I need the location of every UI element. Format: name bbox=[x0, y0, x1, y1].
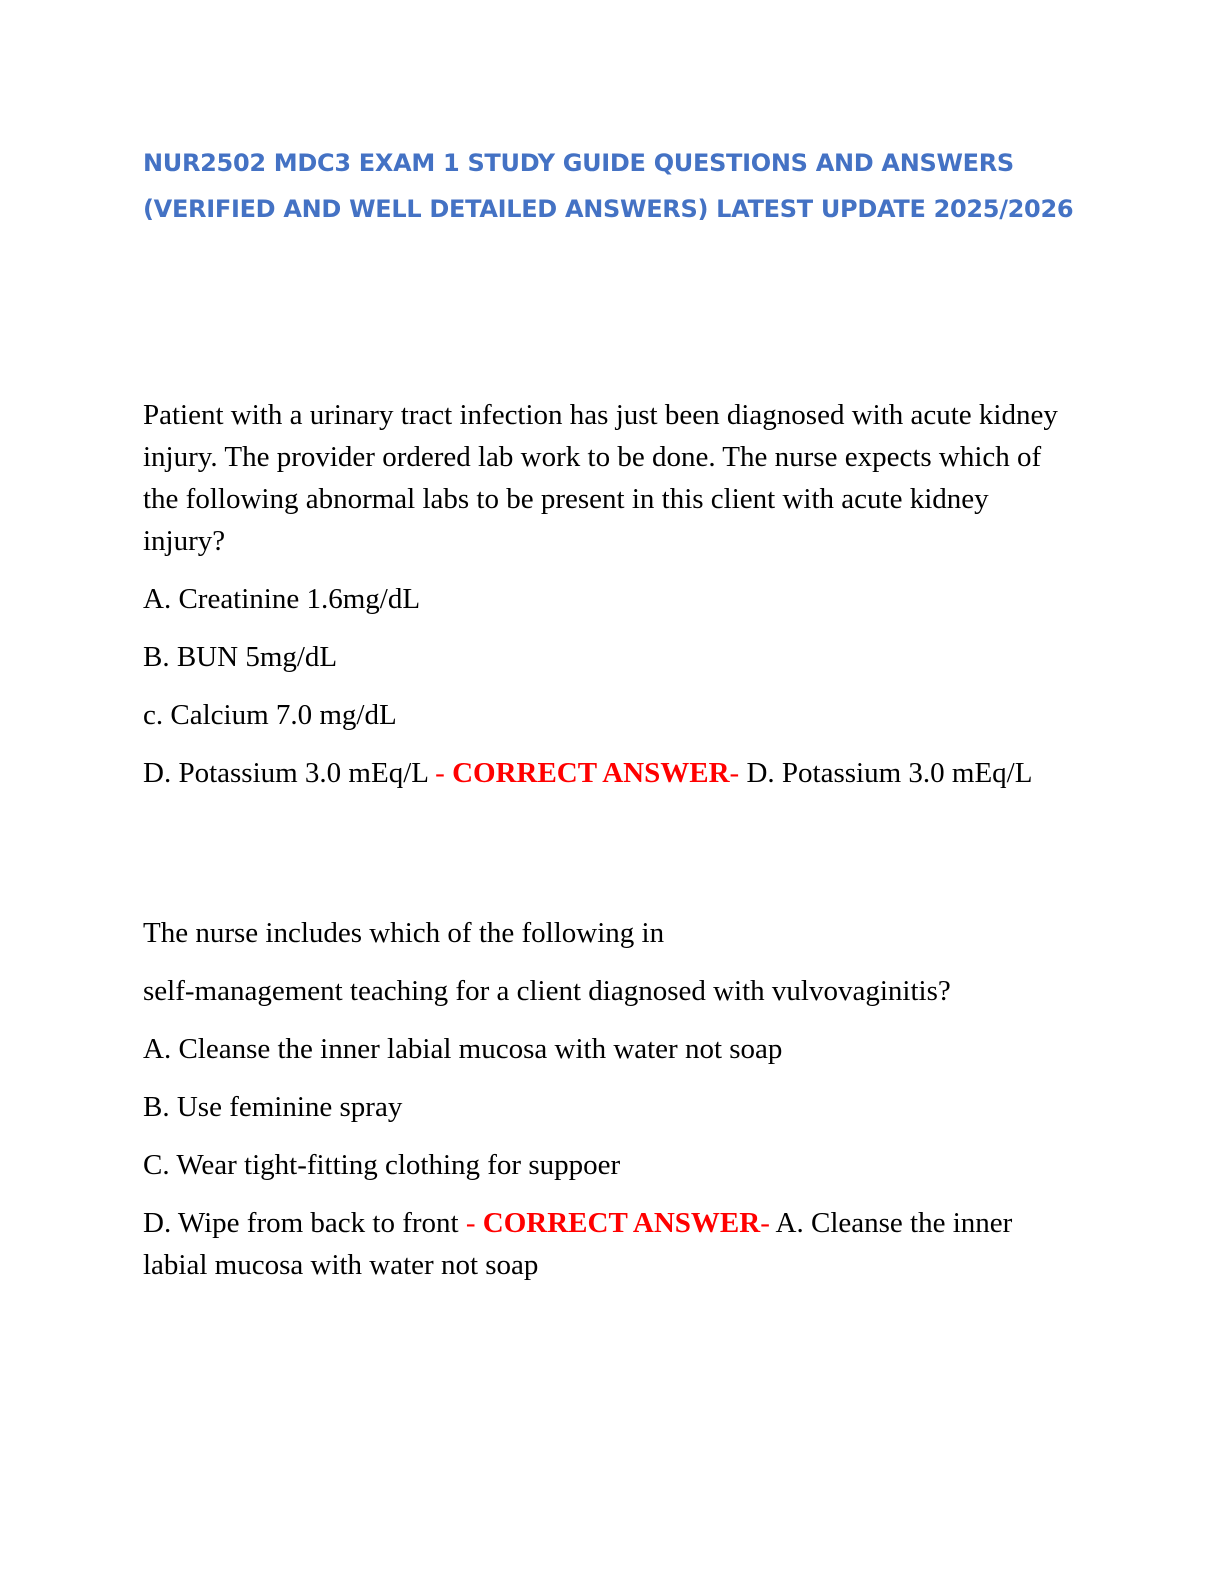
question-2-stem-line-1: The nurse includes which of the following in bbox=[143, 917, 665, 949]
question-2-option-d: D. Wipe from back to front bbox=[143, 1207, 459, 1239]
question-1-answer-suffix: - bbox=[729, 757, 747, 789]
question-2-answer-prefix: - bbox=[458, 1207, 483, 1239]
question-1-correct-answer-label: CORRECT ANSWER bbox=[452, 757, 730, 789]
question-2-option-a: A. Cleanse the inner labial mucosa with water not soap bbox=[143, 1033, 783, 1065]
document-title bbox=[143, 140, 1103, 232]
question-1-option-b: B. BUN 5mg/dL bbox=[143, 641, 338, 673]
question-2-option-b: B. Use feminine spray bbox=[143, 1091, 403, 1123]
question-1 bbox=[143, 394, 1073, 794]
title-line-1: NUR2502 MDC3 EXAM 1 STUDY GUIDE QUESTIONS AND ANSWERS bbox=[143, 149, 1014, 177]
question-2-option-d-with-answer bbox=[143, 1202, 1073, 1286]
question-1-option-a: A. Creatinine 1.6mg/dL bbox=[143, 583, 421, 615]
question-2 bbox=[143, 912, 1073, 1286]
question-1-answer-prefix: - bbox=[427, 757, 453, 789]
title-line-2: (VERIFIED AND WELL DETAILED ANSWERS) LATEST UPDATE 2025/2026 bbox=[143, 195, 1074, 223]
question-2-stem-line-2: self-management teaching for a client diagnosed with vulvovaginitis? bbox=[143, 975, 951, 1007]
question-2-answer-text: A. Cleanse the inner labial mucosa with water not soap bbox=[143, 1207, 1013, 1281]
question-1-option-c: c. Calcium 7.0 mg/dL bbox=[143, 699, 397, 731]
question-2-option-c: C. Wear tight-fitting clothing for suppoer bbox=[143, 1149, 621, 1181]
question-1-stem: Patient with a urinary tract infection has just been diagnosed with acute kidney injury. The provider ordered lab work to be done. The nurse expects which of the following abnormal labs to be present in this client with acute kidney injury? bbox=[143, 399, 1058, 557]
question-1-answer-text: D. Potassium 3.0 mEq/L bbox=[746, 757, 1033, 789]
question-1-option-d: D. Potassium 3.0 mEq/L bbox=[143, 757, 428, 789]
question-2-correct-answer-label: CORRECT ANSWER bbox=[482, 1207, 761, 1239]
question-2-answer-suffix: - bbox=[760, 1207, 776, 1239]
question-1-option-d-with-answer bbox=[143, 752, 1073, 794]
